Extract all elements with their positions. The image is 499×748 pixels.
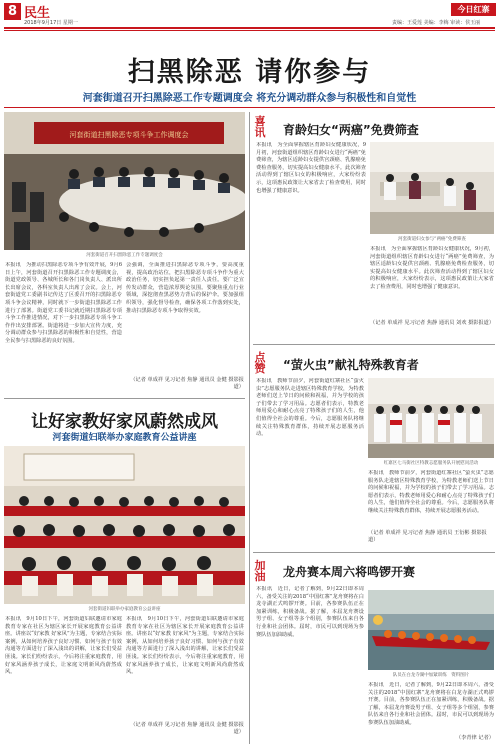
header-rule [4, 27, 495, 29]
story-divider [4, 398, 245, 399]
lead-headline: 扫黑除恶 请你参与 [127, 57, 372, 88]
lead-body-column-2: 会强调，全面推进扫黑除恶专项斗争，要高度重视，提高政治站位，把扫黑除恶专项斗争作为重大政治任务，切实担负起第一责任人责任。要广泛宣传发动群众，营造浓厚舆论氛围。要聚焦重点行业领域，深挖彻查黑恶势力背后的保护伞。要加强组织领导，强化督导检查，确保各项工作落到实处，推动扫黑除恶专项斗争取得实效。 [126, 262, 244, 314]
story2-photo [368, 378, 494, 458]
story1-tag: 喜讯 [254, 115, 266, 139]
dragon-boat-photo-illustration [368, 590, 494, 670]
brand-badge: 今日红寨 [451, 3, 496, 16]
lead-body-column-1: 本报讯 为推动扫黑除恶专项斗争有效开展，9月6日上午，河套街道召开扫黑除恶工作专题调度会，街道党政领导、各城所长和各门岗负责人、派出所长出席会议，各科室负责人出席了会议。会上，河套街道党工委副书记传达了区委召开的扫黑除恶专项斗争会议精神，同时就下一步街道扫黑除恶工作进行了部署。街道党工委书记就近期扫黑除恶专项斗争工作推进情况，对下一步扫黑除恶专项斗争工作作出安排部署。街道将进一步加大宣传力度，充分调动群众参与扫黑除恶的积极性和自觉性，营造全民参与扫黑除恶的良好氛围。 [5, 262, 122, 344]
lead-credit: （记者 单成祥 见习记者 焦静 通讯员 金健 摄影报道） [130, 377, 244, 390]
story2-photo-caption: 红寨区七马街社区特教志愿服务队开展慰问活动 [383, 461, 479, 466]
story2-headline: “萤火虫”献礼特殊教育者 [283, 358, 419, 372]
story1-credit: （记者 单成祥 见习记者 焦静 通讯员 刘欢 摄影报道） [370, 320, 495, 326]
meeting-photo-illustration [4, 112, 245, 250]
story3-body-column-2: 本报讯 近日，记者了解到，9月22日即本周六，备受关注的2018“中国红寨”龙舟赛将在白龙寺湖正式鸣锣开赛。目前，各参赛队伍正在加紧训练，积极备战。据了解，本届龙舟赛设男子组、女子组等多个组别，参赛队伍来自各行业和社会团体。届时，市民可以到现场为参赛队伍加油助威。 [368, 682, 494, 726]
lead-photo-caption: 河套街道召开扫黑除恶工作专题调度会 [86, 253, 163, 258]
screening-photo-illustration [370, 142, 494, 234]
story3-photo-caption: 队员在白龙寺湖中加紧训练 资料图片 [392, 673, 470, 678]
education-headline: 让好家教好家风蔚然成风 [31, 412, 218, 432]
education-photo [4, 446, 245, 604]
story2-credit: （记者 单成祥 见习记者 焦静 通讯员 王衍彬 摄影报道） [368, 530, 487, 543]
lead-subhead: 河套街道召开扫黑除恶工作专题调度会 将充分调动群众参与积极性和自觉性 [82, 93, 417, 104]
header-rule-thin [4, 30, 495, 31]
lead-rule [4, 107, 495, 108]
story2-body-column-1: 本报讯 教师节前夕，河套街道红寨社区“萤火虫”志愿服务队走进辖区特殊教育学校，为特教老师们送上节日的问候和祝福，并为学校的孩子们带去了学习用品。志愿者们表示，特教老师用爱心和耐心点亮了特殊孩子们的人生，他们值得全社会的尊重。今后，志愿服务队将继续关注特殊教育群体，持续开展志愿服务活动。 [256, 378, 364, 438]
side-divider-2 [253, 552, 495, 553]
column-divider [249, 112, 250, 744]
education-credit: （记者 单成祥 见习记者 焦静 通讯员 金健 摄影报道） [130, 722, 244, 735]
story1-body-column-1: 本报讯 为全面掌握辖区育龄妇女健康状况，9月初，河套街道组织辖区育龄妇女进行“两癌”免费筛查，为辖区适龄妇女提供宫颈癌、乳腺癌免费检查服务，切实提高妇女健康水平。此次筛查活动得到了辖区妇女的积极响应，大家纷纷表示，这项惠民政策让大家省去了检查费用，同时也增强了健康意识。 [256, 142, 366, 194]
story2-tag: 点赞 [254, 351, 266, 375]
section-title: 民生 [24, 6, 51, 21]
story1-body-column-2: 本报讯 为全面掌握辖区育龄妇女健康状况，9月初，河套街道组织辖区育龄妇女进行“两癌”免费筛查，为辖区适龄妇女提供宫颈癌、乳腺癌免费检查服务，切实提高妇女健康水平。此次筛查活动得到了辖区妇女的积极响应，大家纷纷表示，这项惠民政策让大家省去了检查费用，同时也增强了健康意识。 [370, 246, 494, 290]
education-photo-caption: 河套街道妇联举办家庭教育公益讲座 [88, 607, 161, 612]
volunteer-photo-illustration [368, 378, 494, 458]
story3-credit: （李青律 记者） [456, 735, 494, 741]
story1-headline: 育龄妇女“两癌”免费筛查 [283, 123, 419, 137]
banner-text: 河套街道扫黑除恶专项斗争工作调度会 [69, 131, 189, 139]
lecture-photo-illustration [4, 446, 245, 604]
story3-headline: 龙舟赛本周六将鸣锣开赛 [283, 565, 416, 579]
story3-body-column-1: 本报讯 近日，记者了解到，9月22日即本周六，备受关注的2018“中国红寨”龙舟赛将在白龙寺湖正式鸣锣开赛。目前，各参赛队伍正在加紧训练，积极备战。据了解，本届龙舟赛设男子组、女子组等多个组别，参赛队伍来自各行业和社会团体。届时，市民可以到现场为参赛队伍加油助威。 [256, 586, 364, 638]
issue-date: 2018年9月17日 星期一 [24, 20, 78, 26]
side-divider-1 [253, 344, 495, 345]
editor-credits: 责编：王爱莲 美编：李梅 审读：侯玉丽 [392, 20, 481, 26]
story3-photo [368, 590, 494, 670]
lead-photo [4, 112, 245, 250]
education-body-column-1: 本报讯 9月10日下午，河套街道妇联邀请市家庭教育专家在社区为辖区家长开展家庭教育公益讲座。讲座以“好家教 好家风”为主题，专家结合实际案例，从如何培养孩子良好习惯、如何与孩子有效沟通等方面进行了深入浅出的讲解，让家长们受益匪浅。家长们纷纷表示，今后将注重家庭教育，用好家风涵养孩子成长，让家庭文明新风尚蔚然成风。 [5, 616, 122, 676]
education-subhead: 河套街道妇联举办家庭教育公益讲座 [52, 433, 197, 443]
story1-photo [370, 142, 494, 234]
story3-tag: 加油 [254, 559, 266, 583]
education-body-column-2: 本报讯 9月10日下午，河套街道妇联邀请市家庭教育专家在社区为辖区家长开展家庭教育公益讲座。讲座以“好家教 好家风”为主题，专家结合实际案例，从如何培养孩子良好习惯、如何与孩子有效沟通等方面进行了深入浅出的讲解，让家长们受益匪浅。家长们纷纷表示，今后将注重家庭教育，用好家风涵养孩子成长，让家庭文明新风尚蔚然成风。 [126, 616, 244, 676]
story2-body-column-2: 本报讯 教师节前夕，河套街道红寨社区“萤火虫”志愿服务队走进辖区特殊教育学校，为特教老师们送上节日的问候和祝福，并为学校的孩子们带去了学习用品。志愿者们表示，特教老师用爱心和耐心点亮了特殊孩子们的人生，他们值得全社会的尊重。今后，志愿服务队将继续关注特殊教育群体，持续开展志愿服务活动。 [368, 470, 494, 514]
story1-photo-caption: 河套街道妇女参与“两癌”免费筛查 [398, 237, 466, 242]
page-number: 8 [4, 3, 21, 20]
